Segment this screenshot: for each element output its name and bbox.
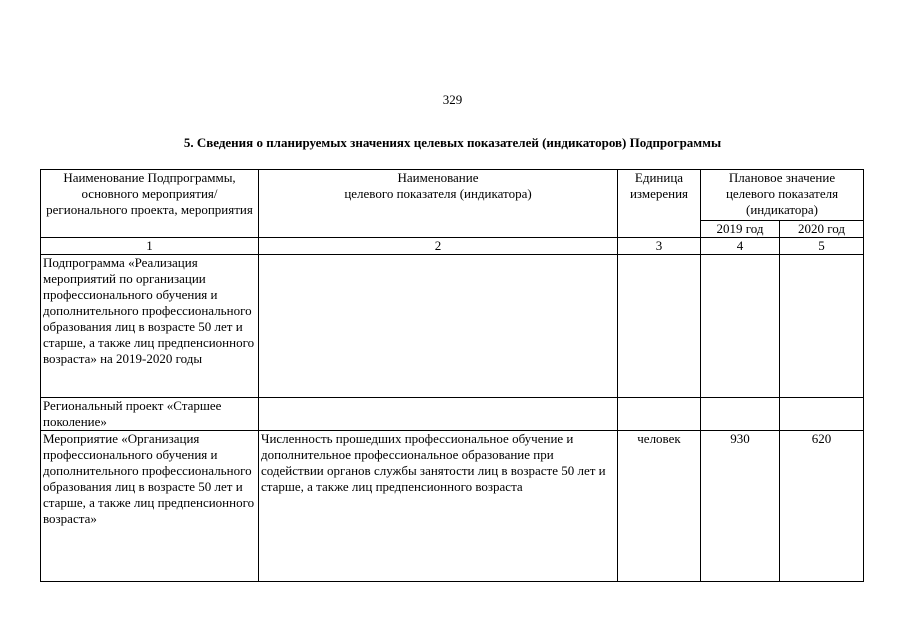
header-program-name: Наименование Подпрограммы, основного мероприятия/ регионального проекта, мероприятия [41,170,259,238]
value-2020-cell [780,398,864,431]
table-row [41,398,864,431]
table-row [41,431,864,582]
header-indicator-name: Наименование целевого показателя (индикатора) [259,170,618,238]
program-name-cell: Подпрограмма «Реализация мероприятий по организации профессионального обучения и дополнительного профессионального образования лиц в возрасте 50 лет и старше, а также лиц предпенсионного возраста» на 2019-2020 годы [41,255,259,398]
column-number: 1 [41,238,259,255]
header-year-2020: 2020 год [780,221,864,238]
indicator-cell [259,398,618,431]
page-number: 329 [442,92,463,107]
header-unit: Единица измерения [618,170,701,238]
section-title: 5. Сведения о планируемых значениях целевых показателей (индикаторов) Подпрограммы [183,135,722,150]
value-2020-cell [780,255,864,398]
unit-cell [618,398,701,431]
value-2019-cell [701,255,780,398]
unit-cell: человек [618,431,701,582]
value-2019-cell: 930 [701,431,780,582]
unit-cell [618,255,701,398]
table-row [41,255,864,398]
indicators-table [40,169,864,582]
program-name-cell: Региональный проект «Старшее поколение» [41,398,259,431]
header-planned-value: Плановое значение целевого показателя (индикатора) [701,170,864,221]
column-number: 2 [259,238,618,255]
column-number: 5 [780,238,864,255]
program-name-cell: Мероприятие «Организация профессионального обучения и дополнительного профессионального образования лиц в возрасте 50 лет и старше, а также лиц предпенсионного возраста» [41,431,259,582]
value-2020-cell: 620 [780,431,864,582]
indicator-cell: Численность прошедших профессиональное обучение и дополнительное профессиональное образование при содействии органов службы занятости лиц в возрасте 50 лет и старше, а также лиц предпенсионного возраста [259,431,618,582]
indicator-cell [259,255,618,398]
value-2019-cell [701,398,780,431]
column-number: 3 [618,238,701,255]
header-year-2019: 2019 год [701,221,780,238]
column-numbers-row [41,238,864,255]
column-number: 4 [701,238,780,255]
